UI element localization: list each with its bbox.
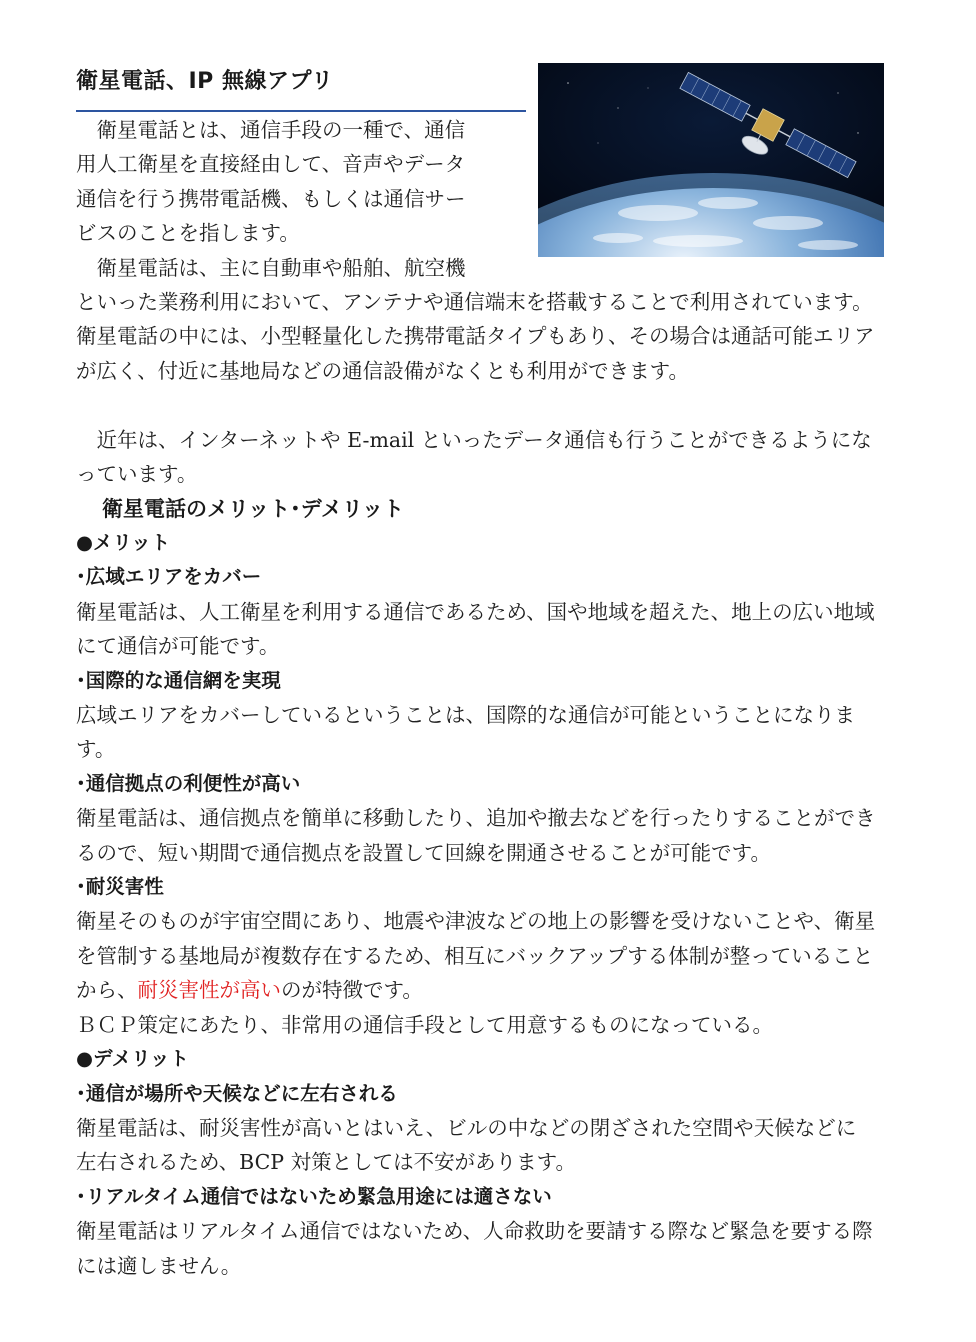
merit-text: 広域エリアをカバーしているということは、国際的な通信が可能ということになります。 [76, 703, 855, 762]
text-segment: のが特徴です。 [281, 978, 423, 1003]
satellite-earth-image [538, 63, 884, 257]
intro-paragraph-1 [76, 113, 516, 251]
text-segment: 衛星そのものが宇宙空間にあり、地震や津波などの地上の影響を受けないことや、衛星を管制する基地局が複数存在するため、相互にバックアップする体制が整っていることから、 [76, 909, 876, 1003]
demerit-text: 衛星電話は、耐災害性が高いとはいえ、ビルの中などの閉ざされた空間や天候などに左右されるため、BCP 対策としては不安があります。 [76, 1115, 857, 1175]
intro-line: 通信を行う携帯電話機、もしくは通信サー [76, 186, 466, 211]
intro-paragraph-2-first-line: 衛星電話は、主に自動車や船舶、航空機 [76, 256, 466, 280]
merit-text: 衛星電話は、通信拠点を簡単に移動したり、追加や撤去などを行ったりすることができるので、短い期間で通信拠点を設置して回線を開通させることが可能です。 [76, 806, 876, 865]
bcp-note: ＢＣＰ策定にあたり、非常用の通信手段として用意するものになっている。 [76, 1012, 773, 1037]
demerit-heading: ･リアルタイム通信ではないため緊急用途には適さない [76, 1184, 552, 1208]
merit-heading: ･国際的な通信網を実現 [76, 668, 281, 692]
demerit-text: 衛星電話はリアルタイム通信ではないため、人命救助を要請する際など緊急を要する際には適しません。 [76, 1219, 873, 1278]
title-underline [76, 110, 526, 112]
intro-paragraph-3: 近年は、インターネットや E-mail といったデータ通信も行うことができるようになっています。 [76, 428, 872, 487]
intro-line: ビスのことを指します。 [76, 221, 300, 246]
intro-paragraph-2: といった業務利用において、アンテナや通信端末を搭載することで利用されています。衛星電話の中には、小型軽量化した携帯電話タイプもあり、その場合は通話可能エリアが広く、付近に基地局などの通信設備がなくとも利用ができます。 [76, 290, 875, 383]
page-title: 衛星電話、IP 無線アプリ [76, 69, 334, 94]
merit-heading: ･広域エリアをカバー [76, 565, 262, 589]
merit-text: 衛星電話は、人工衛星を利用する通信であるため、国や地域を超えた、地上の広い地域にて通信が可能です。 [76, 599, 875, 659]
demerits-label: ●デメリット [76, 1047, 189, 1071]
demerit-heading: ･通信が場所や天候などに左右される [76, 1081, 398, 1105]
merit-heading: ･耐災害性 [76, 875, 164, 899]
merits-demerits-section [76, 492, 876, 1283]
highlighted-text: 耐災害性が高い [137, 978, 281, 1003]
merit-text-disaster [76, 904, 876, 1007]
intro-line: 衛星電話とは、通信手段の一種で、通信 [76, 118, 466, 142]
section-heading: 衛星電話のメリット･デメリット [102, 497, 404, 521]
intro-line: 用人工衛星を直接経由して、音声やデータ [76, 152, 466, 177]
merits-label: ●メリット [76, 531, 171, 554]
merit-heading: ･通信拠点の利便性が高い [76, 771, 301, 795]
